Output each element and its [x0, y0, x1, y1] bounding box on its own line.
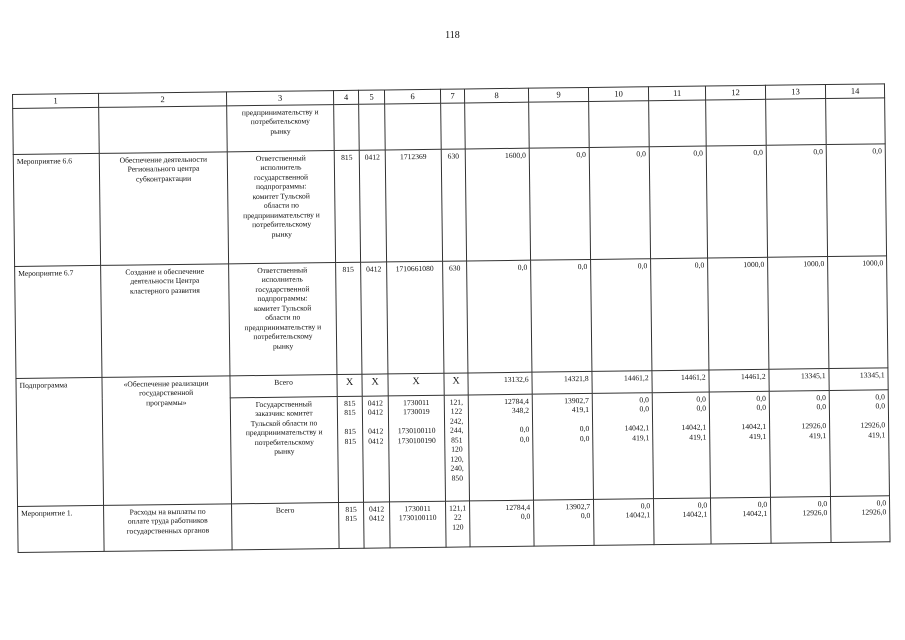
header-cell: 7: [440, 89, 464, 103]
amount-cell: 0,0: [591, 258, 652, 371]
description-cell: Обеспечение деятельности Регионального центра субконтрактации: [99, 151, 228, 265]
executor-cell: Государственный заказчик: комитет Тульской области по предпринимательству и потребительскому рынку: [230, 396, 338, 503]
target-code-cell: 1710661080: [387, 261, 444, 374]
executor-cell: Всего: [232, 502, 340, 549]
amount-cell: 14461,2: [709, 369, 769, 392]
section-cell: 0412 0412 0412 0412: [362, 396, 389, 502]
description-cell: Создание и обеспечение деятельности Центра кластерного развития: [101, 263, 230, 377]
amount-cell: 12784,4 0,0: [470, 500, 535, 547]
section-cell: 0412: [359, 150, 386, 262]
table-row: [18, 495, 891, 552]
expense-type-cell: 630: [441, 149, 466, 261]
section-cell: X: [362, 374, 388, 396]
amount-cell: 1600,0: [465, 148, 530, 261]
amount-cell: 0,0: [649, 146, 707, 259]
grbs-cell: 815 815: [339, 502, 365, 548]
amount-cell: 0,0 12926,0: [771, 496, 832, 543]
executor-cell: Ответственный исполнитель государственной подпрограммы: комитет Тульской области по предпринимательству и потребительскому рынку: [229, 262, 337, 375]
amount-cell: 1000,0: [708, 257, 769, 370]
executor-cell: предпринимательству и потребительскому рынку: [227, 104, 335, 151]
amount-cell: 0,0: [467, 260, 532, 373]
amount-cell: 0,0: [589, 146, 650, 259]
amount-cell: 13345,1: [769, 368, 829, 391]
amount-cell: 14321,8: [532, 371, 592, 394]
expense-type-cell: 121,1 22 120: [446, 501, 471, 547]
amount-cell: 0,0 14042,1: [654, 498, 712, 545]
expense-type-cell: 121, 122 242, 244, 851 120 120, 240, 850: [444, 395, 469, 501]
grbs-cell: [334, 104, 360, 150]
amount-cell: 0,0 0,0 14042,1 419,1: [652, 392, 710, 499]
amount-cell: 14461,2: [652, 370, 709, 393]
header-cell: 2: [98, 92, 226, 107]
amount-cell: 0,0: [651, 258, 709, 371]
target-code-cell: X: [388, 373, 444, 396]
header-cell: 8: [465, 88, 529, 102]
amount-cell: 12784,4 348,2 0,0 0,0: [468, 394, 533, 501]
amount-cell: 0,0: [826, 143, 886, 256]
amount-cell: 0,0: [766, 144, 827, 257]
description-cell: Расходы на выплаты по оплате труда работников государственных органов: [104, 503, 233, 551]
amount-cell: 13902,7 419,1 0,0 0,0: [532, 393, 593, 500]
header-cell: 12: [706, 85, 766, 99]
header-cell: 5: [358, 90, 384, 104]
amount-cell: [826, 97, 886, 144]
description-cell: «Обеспечение реализации государственной программы»: [102, 375, 232, 505]
section-cell: 0412 0412: [364, 502, 391, 548]
amount-cell: 0,0 14042,1: [711, 497, 772, 544]
item-cell: [13, 107, 100, 154]
target-code-cell: [385, 103, 442, 150]
amount-cell: [529, 101, 590, 148]
target-code-cell: 1712369: [385, 149, 442, 262]
grbs-cell: X: [337, 374, 362, 396]
amount-cell: 14461,2: [592, 370, 652, 393]
item-cell: Мероприятие 6.6: [13, 153, 100, 266]
amount-cell: [649, 100, 707, 147]
header-cell: 4: [333, 90, 358, 104]
header-cell: 13: [766, 85, 826, 99]
amount-cell: 0,0: [529, 147, 590, 260]
amount-cell: 0,0 14042,1: [594, 498, 655, 545]
header-cell: 11: [649, 86, 706, 100]
section-cell: [359, 104, 386, 150]
expense-type-cell: 630: [443, 261, 468, 373]
header-cell: 1: [13, 93, 99, 108]
target-code-cell: 1730011 1730100110: [390, 501, 447, 548]
expense-type-cell: X: [444, 373, 468, 395]
amount-cell: 13902,7 0,0: [534, 499, 595, 546]
executor-cell: Всего: [230, 374, 337, 397]
header-cell: 10: [589, 87, 649, 101]
grbs-cell: 815: [336, 262, 362, 374]
executor-cell: Ответственный исполнитель государственной подпрограммы: комитет Тульской области по предпринимательству и потребительскому рынку: [227, 150, 335, 263]
grbs-cell: 815: [334, 150, 360, 262]
amount-cell: 0,0 0,0 12926,0 419,1: [829, 389, 889, 496]
table-row: [13, 143, 886, 266]
header-cell: 3: [226, 91, 333, 106]
amount-cell: [706, 99, 767, 146]
item-cell: Мероприятие 1.: [18, 505, 105, 552]
amount-cell: [589, 100, 650, 147]
amount-cell: 0,0 0,0 14042,1 419,1: [592, 392, 653, 499]
expense-type-cell: [441, 103, 466, 149]
amount-cell: 0,0: [531, 259, 592, 372]
amount-cell: 0,0 12926,0: [831, 495, 891, 542]
section-cell: 0412: [361, 262, 388, 374]
target-code-cell: 1730011 1730019 1730100110 1730100190: [388, 395, 445, 502]
amount-cell: [766, 98, 827, 145]
item-cell: Подпрограмма: [16, 377, 104, 506]
amount-cell: 13345,1: [829, 367, 888, 390]
amount-cell: [465, 102, 530, 149]
header-cell: 14: [826, 84, 885, 98]
description-cell: [99, 106, 228, 154]
header-cell: 9: [529, 87, 589, 101]
item-cell: Мероприятие 6.7: [15, 265, 102, 378]
budget-table: [12, 83, 891, 552]
page-number: 118: [445, 30, 460, 41]
grbs-cell: 815 815 815 815: [337, 396, 363, 502]
amount-cell: 0,0 0,0 14042,1 419,1: [709, 391, 770, 498]
amount-cell: 1000,0: [828, 255, 888, 368]
amount-cell: 0,0: [706, 145, 767, 258]
amount-cell: 0,0 0,0 12926,0 419,1: [769, 390, 830, 497]
header-cell: 6: [384, 89, 440, 103]
amount-cell: 1000,0: [768, 256, 829, 369]
table-row: [15, 255, 888, 378]
amount-cell: 13132,6: [468, 372, 532, 395]
